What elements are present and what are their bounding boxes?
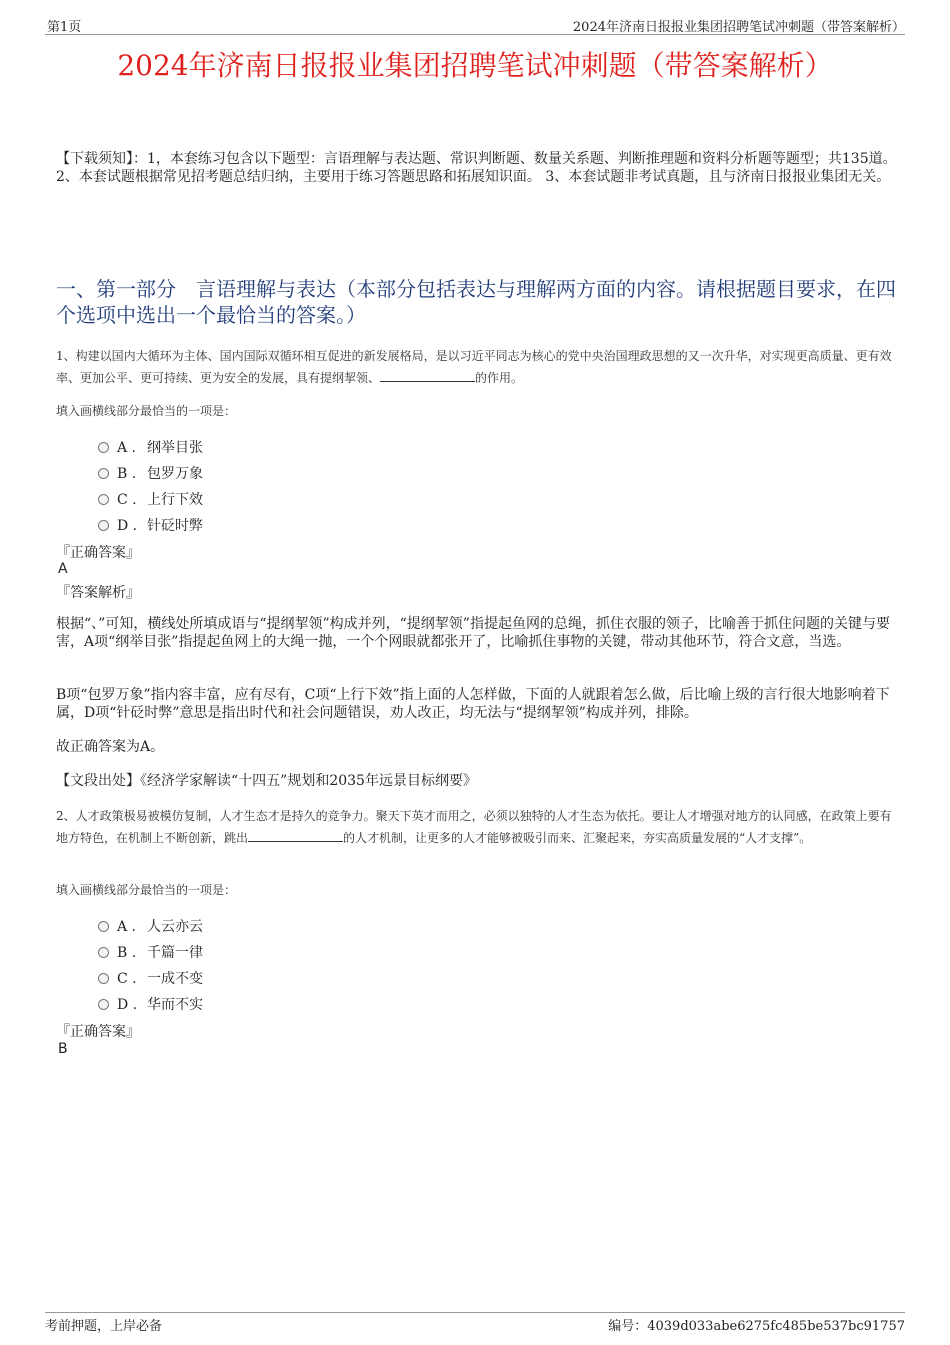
answer-blank — [380, 367, 475, 382]
question-1-option-d[interactable]: D . 针砭时弊 — [98, 515, 203, 535]
header-doc-title: 2024年济南日报报业集团招聘笔试冲刺题（带答案解析） — [572, 20, 905, 35]
question-1-option-c[interactable]: C . 上行下效 — [98, 489, 203, 509]
correct-answer: A — [58, 561, 68, 577]
radio-icon[interactable] — [98, 921, 109, 932]
question-1-option-a[interactable]: A . 纲举目张 — [98, 437, 203, 457]
radio-icon[interactable] — [98, 973, 109, 984]
document-title: 2024年济南日报报业集团招聘笔试冲刺题（带答案解析） — [117, 49, 833, 82]
analysis-paragraph-1: 根据“、”可知，横线处所填成语与“提纲挈领”构成并列，“提纲挈领”指提起鱼网的总绳，抓住衣服的领子，比喻善于抓住问题的关键与要害，A项“纲举目张”指提起鱼网上的大绳一抛，一个个网眼就都张开了，比喻抓住事物的关键，带动其他环节，符合文意，当选。 — [56, 616, 890, 650]
page-header — [45, 14, 905, 35]
question-2-option-c[interactable]: C . 一成不变 — [98, 968, 203, 988]
correct-answer-label: 『正确答案』 — [56, 545, 140, 561]
radio-icon[interactable] — [98, 468, 109, 479]
correct-answer: B — [58, 1041, 68, 1057]
question-2-stem: 2、人才政策极易被模仿复制，人才生态才是持久的竞争力。聚天下英才而用之，必须以独特的人才生态为依托。要让人才增强对地方的认同感，在政策上要有地方特色，在机制上不断创新，跳出 的人才机制，让更多的人才能够被吸引而来、汇聚起来，夯实高质量发展的“人才支撑”。 — [56, 809, 892, 845]
question-1-stem: 1、构建以国内大循环为主体、国内国际双循环相互促进的新发展格局，是以习近平同志为核心的党中央治国理政思想的又一次升华，对实现更高质量、更有效率、更加公平、更可持续、更为安全的发展，具有提纲挈领、 的作用。 — [56, 349, 892, 385]
download-notice: 【下载须知】：1，本套练习包含以下题型：言语理解与表达题、常识判断题、数量关系题、判断推理题和资料分析题等题型；共135道。 2、本套试题根据常见招考题总结归纳，主要用于练习答题思路和拓展知识面。 3、本套试题非考试真题，且与济南日报报业集团无关。 — [56, 151, 897, 185]
question-2-option-b[interactable]: B . 千篇一律 — [98, 942, 203, 962]
question-2-option-d[interactable]: D . 华而不实 — [98, 994, 203, 1014]
analysis-conclusion: 故正确答案为A。 — [56, 739, 165, 755]
question-1-prompt: 填入画横线部分最恰当的一项是： — [56, 404, 237, 418]
radio-icon[interactable] — [98, 442, 109, 453]
page-number: 第1页 — [47, 20, 82, 35]
correct-answer-label: 『正确答案』 — [56, 1024, 140, 1040]
section-heading: 一、第一部分 言语理解与表达（本部分包括表达与理解两方面的内容。请根据题目要求，在四个选项中选出一个最恰当的答案。） — [56, 277, 896, 327]
analysis-label: 『答案解析』 — [56, 585, 140, 601]
source-citation: 【文段出处】《经济学家解读“十四五”规划和2035年远景目标纲要》 — [56, 773, 477, 789]
question-2-option-a[interactable]: A . 人云亦云 — [98, 916, 203, 936]
analysis-paragraph-2: B项“包罗万象”指内容丰富，应有尽有，C项“上行下效”指上面的人怎样做，下面的人就跟着怎么做，后比喻上级的言行很大地影响着下属，D项“针砭时弊”意思是指出时代和社会问题错误，劝人改正，均无法与“提纲挈领”构成并列，排除。 — [56, 687, 890, 721]
answer-blank — [248, 827, 343, 842]
radio-icon[interactable] — [98, 494, 109, 505]
question-1-option-b[interactable]: B . 包罗万象 — [98, 463, 203, 483]
radio-icon[interactable] — [98, 947, 109, 958]
footer-slogan: 考前押题，上岸必备 — [45, 1319, 163, 1334]
page-footer — [45, 1312, 905, 1335]
radio-icon[interactable] — [98, 520, 109, 531]
radio-icon[interactable] — [98, 999, 109, 1010]
document-id: 编号：4039d033abe6275fc485be537bc91757 — [608, 1319, 905, 1334]
question-2-prompt: 填入画横线部分最恰当的一项是： — [56, 883, 237, 897]
